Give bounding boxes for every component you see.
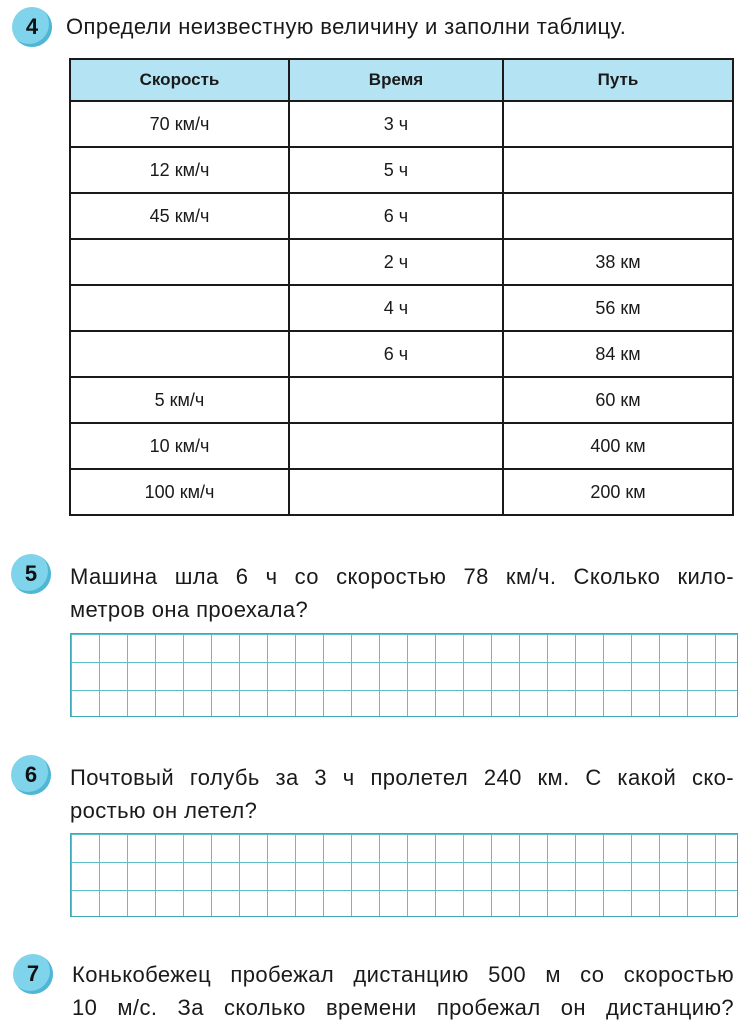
header-speed: Скорость (70, 59, 289, 101)
table-cell[interactable] (70, 331, 289, 377)
table-cell[interactable]: 200 км (503, 469, 733, 515)
task-problem (72, 958, 734, 1024)
table-cell[interactable]: 60 км (503, 377, 733, 423)
task-text-line: 10 м/с. За сколько времени пробежал он дистанцию? (72, 995, 734, 1020)
task-problem (70, 560, 734, 626)
table-row (70, 377, 733, 423)
table-row (70, 423, 733, 469)
table-cell[interactable]: 6 ч (289, 193, 503, 239)
table-cell[interactable] (289, 423, 503, 469)
table-cell[interactable] (70, 285, 289, 331)
task-number-badge (12, 7, 52, 47)
table-header-row (70, 59, 733, 101)
task-text-line: Конькобежец пробежал дистанцию 500 м со скоростью (72, 962, 734, 987)
table-cell[interactable]: 56 км (503, 285, 733, 331)
task-text-line: ростью он летел? (70, 798, 258, 823)
table-cell[interactable]: 5 км/ч (70, 377, 289, 423)
table-cell[interactable]: 84 км (503, 331, 733, 377)
task-number-badge (11, 755, 51, 795)
table-cell[interactable]: 4 ч (289, 285, 503, 331)
table-cell[interactable]: 38 км (503, 239, 733, 285)
table-cell[interactable]: 45 км/ч (70, 193, 289, 239)
task-problem (70, 761, 734, 827)
table-cell[interactable] (503, 101, 733, 147)
answer-grid[interactable] (70, 633, 738, 717)
task-number: 4 (25, 14, 39, 39)
table-cell[interactable] (289, 469, 503, 515)
table-row (70, 331, 733, 377)
answer-grid[interactable] (70, 833, 738, 917)
table-cell[interactable]: 2 ч (289, 239, 503, 285)
table-cell[interactable] (503, 193, 733, 239)
task-number-badge (11, 554, 51, 594)
table-cell[interactable]: 3 ч (289, 101, 503, 147)
task-number: 5 (24, 561, 38, 586)
table-row (70, 285, 733, 331)
table-row (70, 147, 733, 193)
table-row (70, 469, 733, 515)
task-number-badge (13, 954, 53, 994)
task-instruction (66, 10, 626, 43)
speed-time-distance-table (69, 58, 734, 516)
table-cell[interactable]: 5 ч (289, 147, 503, 193)
task-text-line: метров она проехала? (70, 597, 309, 622)
table-cell[interactable]: 100 км/ч (70, 469, 289, 515)
task-text-line: Машина шла 6 ч со скоростью 78 км/ч. Сколько кило- (70, 564, 734, 589)
table-row (70, 193, 733, 239)
task-number: 6 (24, 762, 38, 787)
table-cell[interactable]: 70 км/ч (70, 101, 289, 147)
task-text-line: Почтовый голубь за 3 ч пролетел 240 км. С какой ско- (70, 765, 734, 790)
table-row (70, 239, 733, 285)
header-distance: Путь (503, 59, 733, 101)
table-row (70, 101, 733, 147)
task-text-line: Определи неизвестную величину и заполни таблицу. (66, 14, 627, 39)
table-cell[interactable]: 12 км/ч (70, 147, 289, 193)
header-time: Время (289, 59, 503, 101)
table-cell[interactable]: 400 км (503, 423, 733, 469)
table-cell[interactable] (70, 239, 289, 285)
table-cell[interactable] (503, 147, 733, 193)
task-number: 7 (26, 961, 40, 986)
table-cell[interactable]: 10 км/ч (70, 423, 289, 469)
table-cell[interactable] (289, 377, 503, 423)
table-cell[interactable]: 6 ч (289, 331, 503, 377)
